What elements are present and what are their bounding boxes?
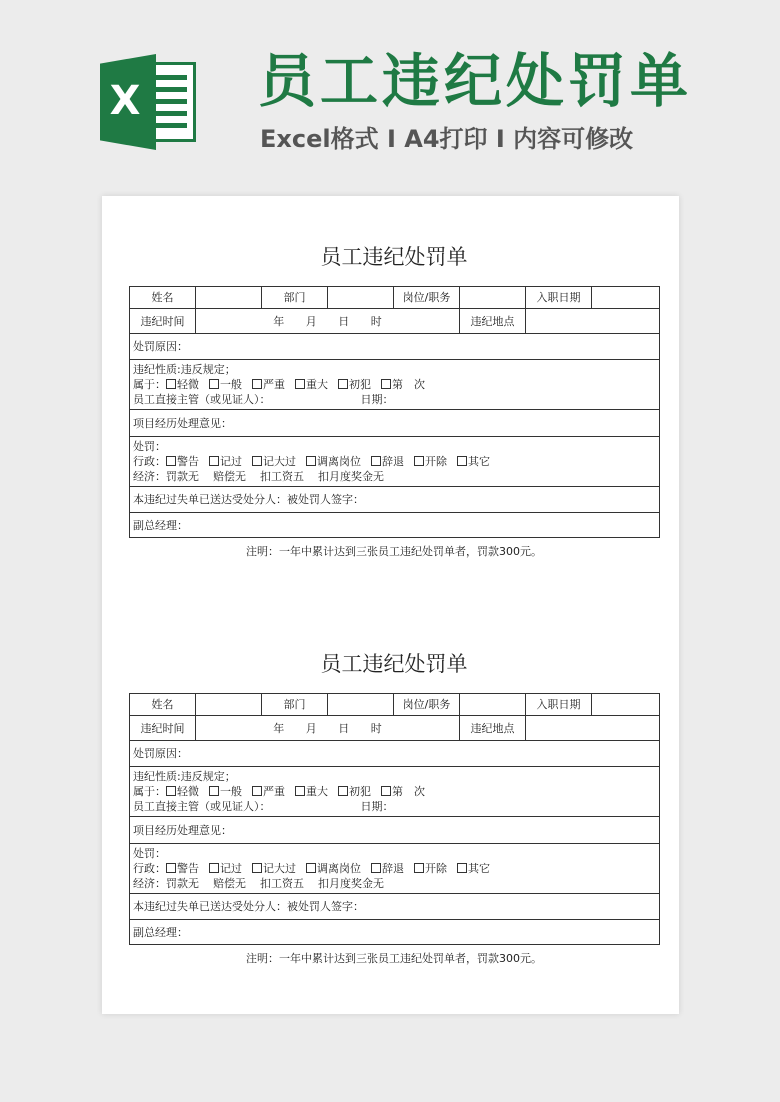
manager-opinion-cell[interactable]: 项目经历处理意见： <box>130 410 660 437</box>
form-table <box>129 286 660 538</box>
checkbox-icon[interactable] <box>252 379 262 389</box>
checkbox-icon[interactable] <box>295 786 305 796</box>
penalty-reason-cell[interactable]: 处罚原因： <box>130 334 660 360</box>
dept-field[interactable] <box>328 694 394 716</box>
nature-option[interactable] <box>252 378 285 391</box>
name-label: 姓名 <box>130 694 196 716</box>
position-field[interactable] <box>460 694 526 716</box>
admin-option-label: 警告 <box>177 862 199 875</box>
econ-item: 罚款无 <box>166 470 199 483</box>
dept-field[interactable] <box>328 287 394 309</box>
nature-option-label: 第 次 <box>392 378 425 391</box>
dept-label: 部门 <box>262 287 328 309</box>
checkbox-icon[interactable] <box>209 456 219 466</box>
nature-option[interactable] <box>252 785 285 798</box>
violation-place-label: 违纪地点 <box>460 309 526 334</box>
hour-label: 时 <box>370 314 382 328</box>
nature-option[interactable] <box>166 785 199 798</box>
form-title: 员工违纪处罚单 <box>320 245 468 269</box>
hire-date-label: 入职日期 <box>526 287 592 309</box>
name-field[interactable] <box>196 287 262 309</box>
admin-option-label: 警告 <box>177 455 199 468</box>
checkbox-icon[interactable] <box>209 786 219 796</box>
year-label: 年 <box>273 721 285 735</box>
violation-nature-cell <box>130 360 660 410</box>
hire-date-label: 入职日期 <box>526 694 592 716</box>
form-table <box>129 693 660 945</box>
admin-option-label: 开除 <box>425 455 447 468</box>
checkbox-icon[interactable] <box>414 456 424 466</box>
delivery-signature-cell[interactable]: 本违纪过失单已送达受处分人：被处罚人签字： <box>130 487 660 513</box>
econ-prefix: 经济： <box>133 877 166 890</box>
nature-date-label: 日期： <box>360 800 394 813</box>
admin-option-label: 开除 <box>425 862 447 875</box>
form-title: 员工违纪处罚单 <box>320 652 468 676</box>
admin-option[interactable] <box>306 455 361 468</box>
admin-option-label: 记过 <box>220 455 242 468</box>
nature-option-label: 严重 <box>263 378 285 391</box>
checkbox-icon[interactable] <box>371 863 381 873</box>
nature-option[interactable] <box>381 378 425 391</box>
position-field[interactable] <box>460 287 526 309</box>
nature-option-label: 严重 <box>263 785 285 798</box>
manager-opinion-cell[interactable]: 项目经历处理意见： <box>130 817 660 844</box>
econ-item: 扣月度奖金无 <box>318 877 384 890</box>
nature-option-label: 一般 <box>220 378 242 391</box>
admin-option-label: 记大过 <box>263 862 296 875</box>
violation-place-label: 违纪地点 <box>460 716 526 741</box>
supervisor-line <box>133 799 656 814</box>
penalty-label: 处罚： <box>133 440 166 453</box>
nature-option[interactable] <box>338 378 371 391</box>
nature-date-label: 日期： <box>360 393 394 406</box>
admin-option[interactable] <box>371 455 404 468</box>
checkbox-icon[interactable] <box>338 379 348 389</box>
nature-option[interactable] <box>209 785 242 798</box>
nature-option-label: 初犯 <box>349 378 371 391</box>
supervisor-line <box>133 392 656 407</box>
violation-time-label: 违纪时间 <box>130 716 196 741</box>
admin-options <box>133 861 656 876</box>
day-label: 日 <box>338 721 350 735</box>
nature-prefix: 属于： <box>133 378 166 391</box>
document-page <box>102 196 679 1014</box>
hire-date-field[interactable] <box>592 287 660 309</box>
penalty-label: 处罚： <box>133 847 166 860</box>
checkbox-icon[interactable] <box>457 863 467 873</box>
banner-subtitle: Excel格式 I A4打印 I 内容可修改 <box>260 125 634 153</box>
admin-option-label: 其它 <box>468 455 490 468</box>
nature-line: 违纪性质:违反规定； <box>133 770 236 783</box>
checkbox-icon[interactable] <box>381 379 391 389</box>
nature-option[interactable] <box>209 378 242 391</box>
admin-option[interactable] <box>252 862 296 875</box>
econ-item: 赔偿无 <box>213 877 246 890</box>
violation-nature-cell <box>130 767 660 817</box>
violation-time-label: 违纪时间 <box>130 309 196 334</box>
admin-option-label: 辞退 <box>382 455 404 468</box>
penalty-form-2 <box>129 649 659 967</box>
form-note: 注明：一年中累计达到三张员工违纪处罚单者，罚款300元。 <box>246 952 542 965</box>
penalty-cell <box>130 437 660 487</box>
checkbox-icon[interactable] <box>166 786 176 796</box>
name-label: 姓名 <box>130 287 196 309</box>
checkbox-icon[interactable] <box>457 456 467 466</box>
nature-option[interactable] <box>295 785 328 798</box>
checkbox-icon[interactable] <box>166 456 176 466</box>
nature-options <box>133 377 656 392</box>
checkbox-icon[interactable] <box>338 786 348 796</box>
admin-option-label: 辞退 <box>382 862 404 875</box>
admin-option[interactable] <box>166 455 199 468</box>
nature-option-label: 轻微 <box>177 378 199 391</box>
checkbox-icon[interactable] <box>166 863 176 873</box>
supervisor-label: 员工直接主管（或见证人）： <box>133 393 271 406</box>
banner-title: 员工违纪处罚单 <box>258 47 693 115</box>
admin-option[interactable] <box>209 455 242 468</box>
checkbox-icon[interactable] <box>414 863 424 873</box>
admin-option[interactable] <box>457 862 490 875</box>
admin-option[interactable] <box>252 455 296 468</box>
econ-line <box>133 469 656 484</box>
econ-item: 扣工资五 <box>260 470 304 483</box>
name-field[interactable] <box>196 694 262 716</box>
admin-option-label: 记大过 <box>263 455 296 468</box>
nature-option[interactable] <box>338 785 371 798</box>
nature-options <box>133 784 656 799</box>
checkbox-icon[interactable] <box>209 863 219 873</box>
violation-place-field[interactable] <box>526 309 660 334</box>
supervisor-label: 员工直接主管（或见证人）： <box>133 800 271 813</box>
econ-prefix: 经济： <box>133 470 166 483</box>
admin-option[interactable] <box>414 455 447 468</box>
excel-logo-icon <box>100 54 200 150</box>
checkbox-icon[interactable] <box>306 863 316 873</box>
admin-option[interactable] <box>457 455 490 468</box>
checkbox-icon[interactable] <box>252 863 262 873</box>
nature-option[interactable] <box>381 785 425 798</box>
checkbox-icon[interactable] <box>252 786 262 796</box>
excel-logo-letter: X <box>109 78 141 124</box>
econ-item: 扣工资五 <box>260 877 304 890</box>
econ-item: 赔偿无 <box>213 470 246 483</box>
nature-prefix: 属于： <box>133 785 166 798</box>
admin-options <box>133 454 656 469</box>
hour-label: 时 <box>370 721 382 735</box>
admin-option-label: 记过 <box>220 862 242 875</box>
nature-option-label: 第 次 <box>392 785 425 798</box>
checkbox-icon[interactable] <box>381 786 391 796</box>
nature-option[interactable] <box>295 378 328 391</box>
admin-prefix: 行政： <box>133 862 166 875</box>
nature-option-label: 轻微 <box>177 785 199 798</box>
position-label: 岗位/职务 <box>394 287 460 309</box>
checkbox-icon[interactable] <box>371 456 381 466</box>
admin-option[interactable] <box>306 862 361 875</box>
banner <box>0 0 780 190</box>
nature-option-label: 重大 <box>306 378 328 391</box>
nature-line: 违纪性质:违反规定； <box>133 363 236 376</box>
nature-option[interactable] <box>166 378 199 391</box>
month-label: 月 <box>305 314 317 328</box>
nature-option-label: 一般 <box>220 785 242 798</box>
checkbox-icon[interactable] <box>306 456 316 466</box>
month-label: 月 <box>305 721 317 735</box>
day-label: 日 <box>338 314 350 328</box>
delivery-signature-cell[interactable]: 本违纪过失单已送达受处分人：被处罚人签字： <box>130 894 660 920</box>
penalty-form-1 <box>129 242 659 560</box>
admin-prefix: 行政： <box>133 455 166 468</box>
econ-line <box>133 876 656 891</box>
form-note: 注明：一年中累计达到三张员工违纪处罚单者，罚款300元。 <box>246 545 542 558</box>
checkbox-icon[interactable] <box>295 379 305 389</box>
penalty-cell <box>130 844 660 894</box>
position-label: 岗位/职务 <box>394 694 460 716</box>
vice-manager-cell[interactable]: 副总经理： <box>130 920 660 945</box>
admin-option-label: 其它 <box>468 862 490 875</box>
dept-label: 部门 <box>262 694 328 716</box>
admin-option-label: 调离岗位 <box>317 862 361 875</box>
violation-time-field[interactable] <box>196 309 460 334</box>
vice-manager-cell[interactable]: 副总经理： <box>130 513 660 538</box>
admin-option[interactable] <box>414 862 447 875</box>
econ-item: 扣月度奖金无 <box>318 470 384 483</box>
checkbox-icon[interactable] <box>209 379 219 389</box>
admin-option-label: 调离岗位 <box>317 455 361 468</box>
nature-option-label: 重大 <box>306 785 328 798</box>
admin-option[interactable] <box>209 862 242 875</box>
hire-date-field[interactable] <box>592 694 660 716</box>
violation-time-field[interactable] <box>196 716 460 741</box>
checkbox-icon[interactable] <box>166 379 176 389</box>
admin-option[interactable] <box>371 862 404 875</box>
year-label: 年 <box>273 314 285 328</box>
checkbox-icon[interactable] <box>252 456 262 466</box>
penalty-reason-cell[interactable]: 处罚原因： <box>130 741 660 767</box>
violation-place-field[interactable] <box>526 716 660 741</box>
nature-option-label: 初犯 <box>349 785 371 798</box>
admin-option[interactable] <box>166 862 199 875</box>
econ-item: 罚款无 <box>166 877 199 890</box>
